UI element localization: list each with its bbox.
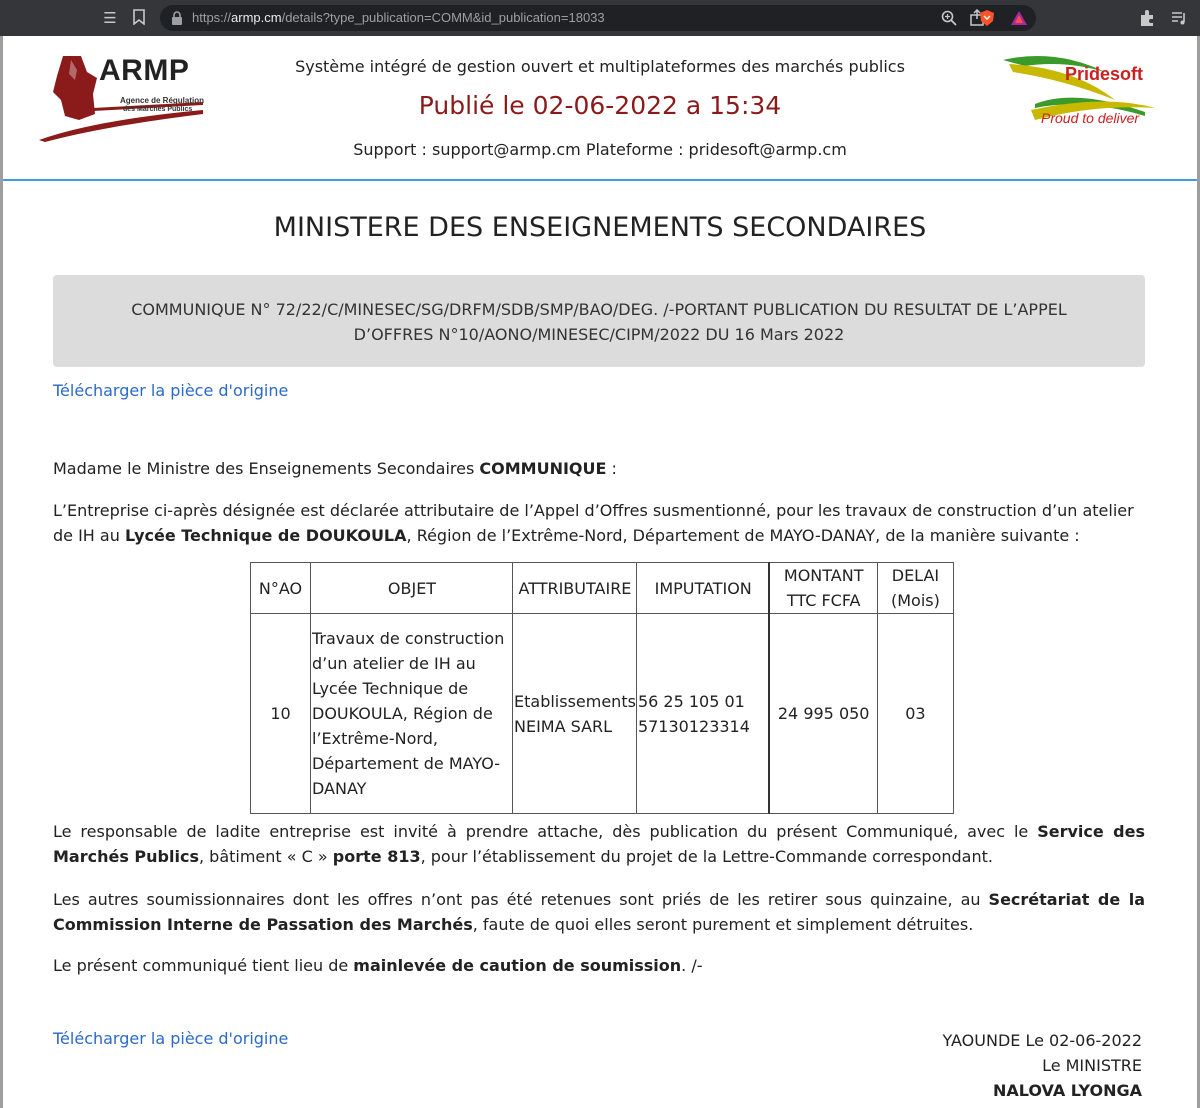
header-montant: MONTANT TTC FCFA — [769, 563, 877, 614]
zoom-icon[interactable] — [940, 9, 958, 27]
playlist-icon[interactable] — [1170, 9, 1188, 27]
signature-block — [742, 1028, 1142, 1103]
brave-shield-icon[interactable] — [978, 9, 996, 27]
cell-imputation — [636, 614, 769, 814]
armp-subtitle-2: des Marchés Publics — [123, 106, 193, 113]
browser-toolbar — [0, 0, 1200, 36]
header-imputation: IMPUTATION — [636, 563, 769, 614]
system-title: Système intégré de gestion ouvert et multiplateformes des marchés publics — [295, 57, 905, 76]
header-ao: N°AO — [251, 563, 311, 614]
lock-icon[interactable] — [170, 10, 186, 26]
cell-objet: Travaux de construction d’un atelier de IH au Lycée Technique de DOUKOULA, Région de l’Extrême-Nord, Département de MAYO-DANAY — [311, 614, 513, 814]
brave-rewards-icon[interactable] — [1010, 9, 1028, 27]
header-objet: OBJET — [311, 563, 513, 614]
cell-montant: 24 995 050 — [769, 614, 877, 814]
autres-paragraph — [53, 887, 1145, 937]
url-text[interactable]: https://armp.cm/details?type_publication=COMM&id_publication=18033 — [192, 10, 605, 25]
armp-subtitle-1: Agence de Régulation — [120, 96, 205, 105]
imputation-line-1: 56 25 105 01 — [637, 691, 745, 711]
page-content — [0, 36, 1200, 1108]
responsable-service: Service des Marchés Publics — [53, 822, 1145, 866]
imputation-line-2: 57130123314 — [637, 716, 750, 736]
cell-attributaire: Etablissements NEIMA SARL — [513, 614, 637, 814]
table-header-row — [251, 563, 954, 614]
header-divider — [3, 179, 1197, 181]
cell-delai: 03 — [877, 614, 953, 814]
armp-name: ARMP — [99, 54, 190, 87]
responsable-text-1: Le responsable de ladite entreprise est invité à prendre attache, dès publication du présent Communiqué, avec le — [53, 822, 1038, 841]
header-attributaire: ATTRIBUTAIRE — [513, 563, 637, 614]
cell-ao: 10 — [251, 614, 311, 814]
pridesoft-tagline: Proud to deliver — [1041, 110, 1140, 126]
download-original-link[interactable]: Télécharger la pièce d'origine — [53, 381, 289, 400]
extensions-icon[interactable] — [1138, 9, 1156, 27]
address-bar[interactable] — [160, 5, 1036, 31]
signature-name: NALOVA LYONGA — [992, 1081, 1142, 1100]
signature-place-date: YAOUNDE Le 02-06-2022 — [942, 1031, 1142, 1050]
award-text-1: L’Entreprise ci-après désignée est déclarée attributaire de l’Appel d’Offres susmentionné, pour les travaux de construction d’un atelier de IH au — [53, 501, 1134, 545]
mainlevee-bold: mainlevée de caution de soumission — [353, 956, 682, 975]
download-original-link-bottom[interactable]: Télécharger la pièce d'origine — [53, 1029, 289, 1048]
intro-paragraph — [53, 456, 1145, 481]
table-row — [251, 614, 954, 814]
ministry-title: MINISTERE DES ENSEIGNEMENTS SECONDAIRES — [273, 212, 927, 243]
autres-text-1: Les autres soumissionnaires dont les offres n’ont pas été retenues sont priés de les retirer sous quinzaine, au — [53, 890, 989, 909]
mainlevee-text-1: Le présent communiqué tient lieu de — [53, 956, 354, 975]
communique-title-box — [53, 275, 1145, 367]
site-header — [3, 36, 1197, 180]
responsable-text-2: , bâtiment « C » — [198, 847, 333, 866]
autres-text-2: , faute de quoi elles seront purement et simplement détruites. — [472, 915, 974, 934]
responsable-porte: porte 813 — [332, 847, 421, 866]
intro-bold: COMMUNIQUE — [479, 459, 607, 478]
results-table — [250, 562, 954, 814]
communique-title: COMMUNIQUE N° 72/22/C/MINESEC/SG/DRFM/SDB/SMP/BAO/DEG. /-PORTANT PUBLICATION DU RESULTAT DE L’APPEL D’OFFRES N°10/AONO/MINESEC/CIPM/2022 DU 16 Mars 2022 — [131, 300, 1067, 344]
signature-role: Le MINISTRE — [1042, 1056, 1142, 1075]
support-contacts: Support : support@armp.cm Plateforme : pridesoft@armp.cm — [353, 140, 847, 159]
responsable-paragraph — [53, 819, 1145, 869]
pridesoft-name: Pridesoft — [1065, 64, 1144, 84]
bookmark-icon[interactable] — [130, 9, 148, 27]
intro-text: Madame le Ministre des Enseignements Secondaires — [53, 459, 480, 478]
menu-icon[interactable]: ☰ — [103, 9, 117, 27]
autres-secretariat: Secrétariat de la Commission Interne de Passation des Marchés — [53, 890, 1146, 934]
award-school: Lycée Technique de DOUKOULA — [124, 526, 407, 545]
award-paragraph — [53, 498, 1145, 548]
intro-tail: : — [606, 459, 617, 478]
award-text-2: , Région de l’Extrême-Nord, Département de MAYO-DANAY, de la manière suivante : — [406, 526, 1080, 545]
header-delai: DELAI (Mois) — [877, 563, 953, 614]
responsable-text-3: , pour l’établissement du projet de la Lettre-Commande correspondant. — [420, 847, 993, 866]
mainlevee-text-2: . /- — [681, 956, 703, 975]
mainlevee-paragraph — [53, 953, 1145, 978]
publication-date: Publié le 02-06-2022 a 15:34 — [418, 91, 782, 120]
